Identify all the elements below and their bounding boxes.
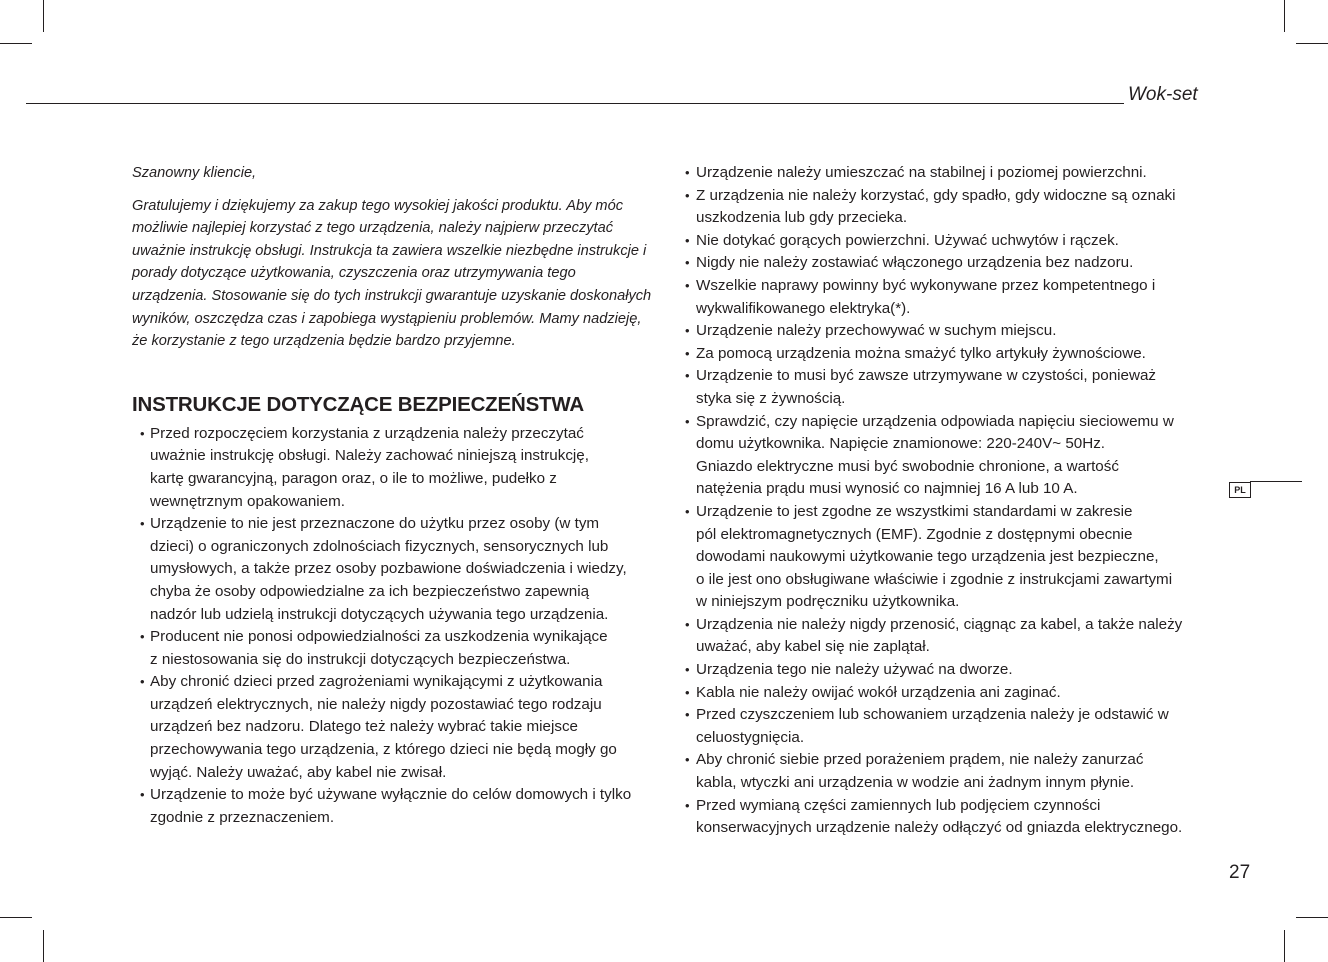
list-item: • Przed rozpoczęciem korzystania z urządzenia należy przeczytać uważnie instrukcję obsługi. Należy zachować niniejszą instrukcję, kartę gwarancyjną, paragon oraz, o ile to możliwe, pudełko z wewnętrznym opakowaniem. (132, 423, 652, 513)
section-heading: INSTRUKCJE DOTYCZĄCE BEZPIECZEŃSTWA (132, 392, 584, 416)
list-item: • Urządzenie to jest zgodne ze wszystkimi standardami w zakresie pól elektromagnetycznych (EMF). Zgodnie z dostępnymi obecnie dowodami naukowymi użytkowanie tego urządzenia jest bezpieczne, o ile jest ono obsługiwane właściwie i zgodnie z instrukcjami zawartymi w niniejszym podręczniku użytkownika. (676, 501, 1206, 614)
list-item: • Z urządzenia nie należy korzystać, gdy spadło, gdy widoczne są oznaki uszkodzenia lub gdy przecieka. (676, 185, 1206, 230)
header-title: Wok-set (1128, 84, 1198, 105)
crop-mark (1296, 43, 1328, 44)
language-badge: PL (1229, 482, 1251, 498)
crop-mark (43, 930, 44, 962)
crop-mark (0, 43, 32, 44)
crop-mark (1284, 930, 1285, 962)
list-item: • Urządzenie to może być używane wyłącznie do celów domowych i tylko zgodnie z przeznaczeniem. (132, 784, 652, 829)
list-item: • Za pomocą urządzenia można smażyć tylko artykuły żywnościowe. (676, 343, 1206, 366)
page-number: 27 (1229, 862, 1251, 883)
list-item: • Urządzenie należy umieszczać na stabilnej i poziomej powierzchni. (676, 162, 1206, 185)
list-item: • Aby chronić siebie przed porażeniem prądem, nie należy zanurzać kabla, wtyczki ani urządzenia w wodzie ani żadnym innym płynie. (676, 749, 1206, 794)
salutation: Szanowny kliencie, (132, 165, 257, 181)
list-item: • Nigdy nie należy zostawiać włączonego urządzenia bez nadzoru. (676, 252, 1206, 275)
list-item: • Urządzenia nie należy nigdy przenosić, ciągnąc za kabel, a także należy uważać, aby kabel się nie zaplątał. (676, 614, 1206, 659)
crop-mark (43, 0, 44, 32)
crop-mark (1284, 0, 1285, 32)
language-rule (1250, 481, 1302, 482)
list-item: • Urządzenie należy przechowywać w suchym miejscu. (676, 320, 1206, 343)
list-item: • Wszelkie naprawy powinny być wykonywane przez kompetentnego i wykwalifikowanego elektryka(*). (676, 275, 1206, 320)
right-column (676, 162, 1206, 840)
list-item: • Urządzenie to musi być zawsze utrzymywane w czystości, ponieważ styka się z żywnością. (676, 365, 1206, 410)
list-item: • Urządzenie to nie jest przeznaczone do użytku przez osoby (w tym dzieci) o ograniczonych zdolnościach fizycznych, sensorycznych lub umysłowych, a także przez osoby pozbawione doświadczenia i wiedzy, chyba że osoby odpowiedzialne za ich bezpieczeństwo zapewnią nadzór lub udzielą instrukcji dotyczących używania tego urządzenia. (132, 513, 652, 626)
list-item: • Kabla nie należy owijać wokół urządzenia ani zaginać. (676, 682, 1206, 705)
left-column (132, 162, 652, 829)
crop-mark (1296, 917, 1328, 918)
list-item: • Przed wymianą części zamiennych lub podjęciem czynności konserwacyjnych urządzenie należy odłączyć od gniazda elektrycznego. (676, 795, 1206, 840)
intro-paragraph: Gratulujemy i dziękujemy za zakup tego wysokiej jakości produktu. Aby móc możliwie najlepiej korzystać z tego urządzenia, należy najpierw przeczytać uważnie instrukcję obsługi. Instrukcja ta zawiera wszelkie niezbędne instrukcje i porady dotyczące użytkowania, czyszczenia oraz utrzymywania tego urządzenia. Stosowanie się do tych instrukcji gwarantuje uzyskanie doskonałych wyników, oszczędza czas i zapobiega wystąpieniu problemów. Mamy nadzieję, że korzystanie z tego urządzenia będzie bardzo przyjemne. (132, 197, 652, 350)
list-item: • Urządzenia tego nie należy używać na dworze. (676, 659, 1206, 682)
header-rule (26, 103, 1124, 104)
list-item: • Przed czyszczeniem lub schowaniem urządzenia należy je odstawić w celuostygnięcia. (676, 704, 1206, 749)
safety-list-right (676, 162, 1206, 840)
safety-list-left (132, 423, 652, 830)
crop-mark (0, 917, 32, 918)
list-item: • Producent nie ponosi odpowiedzialności za uszkodzenia wynikające z niestosowania się do instrukcji dotyczących bezpieczeństwa. (132, 626, 652, 671)
list-item: • Aby chronić dzieci przed zagrożeniami wynikającymi z użytkowania urządzeń elektrycznych, nie należy nigdy pozostawiać tego rodzaju urządzeń bez nadzoru. Dlatego też należy wybrać takie miejsce przechowywania tego urządzenia, z którego dzieci nie będą mogły go wyjąć. Należy uważać, aby kabel nie zwisał. (132, 671, 652, 784)
list-item: • Nie dotykać gorących powierzchni. Używać uchwytów i rączek. (676, 230, 1206, 253)
list-item: • Sprawdzić, czy napięcie urządzenia odpowiada napięciu sieciowemu w domu użytkownika. Napięcie znamionowe: 220-240V~ 50Hz. Gniazdo elektryczne musi być swobodnie chronione, a wartość natężenia prądu musi wynosić co najmniej 16 A lub 10 A. (676, 411, 1206, 501)
